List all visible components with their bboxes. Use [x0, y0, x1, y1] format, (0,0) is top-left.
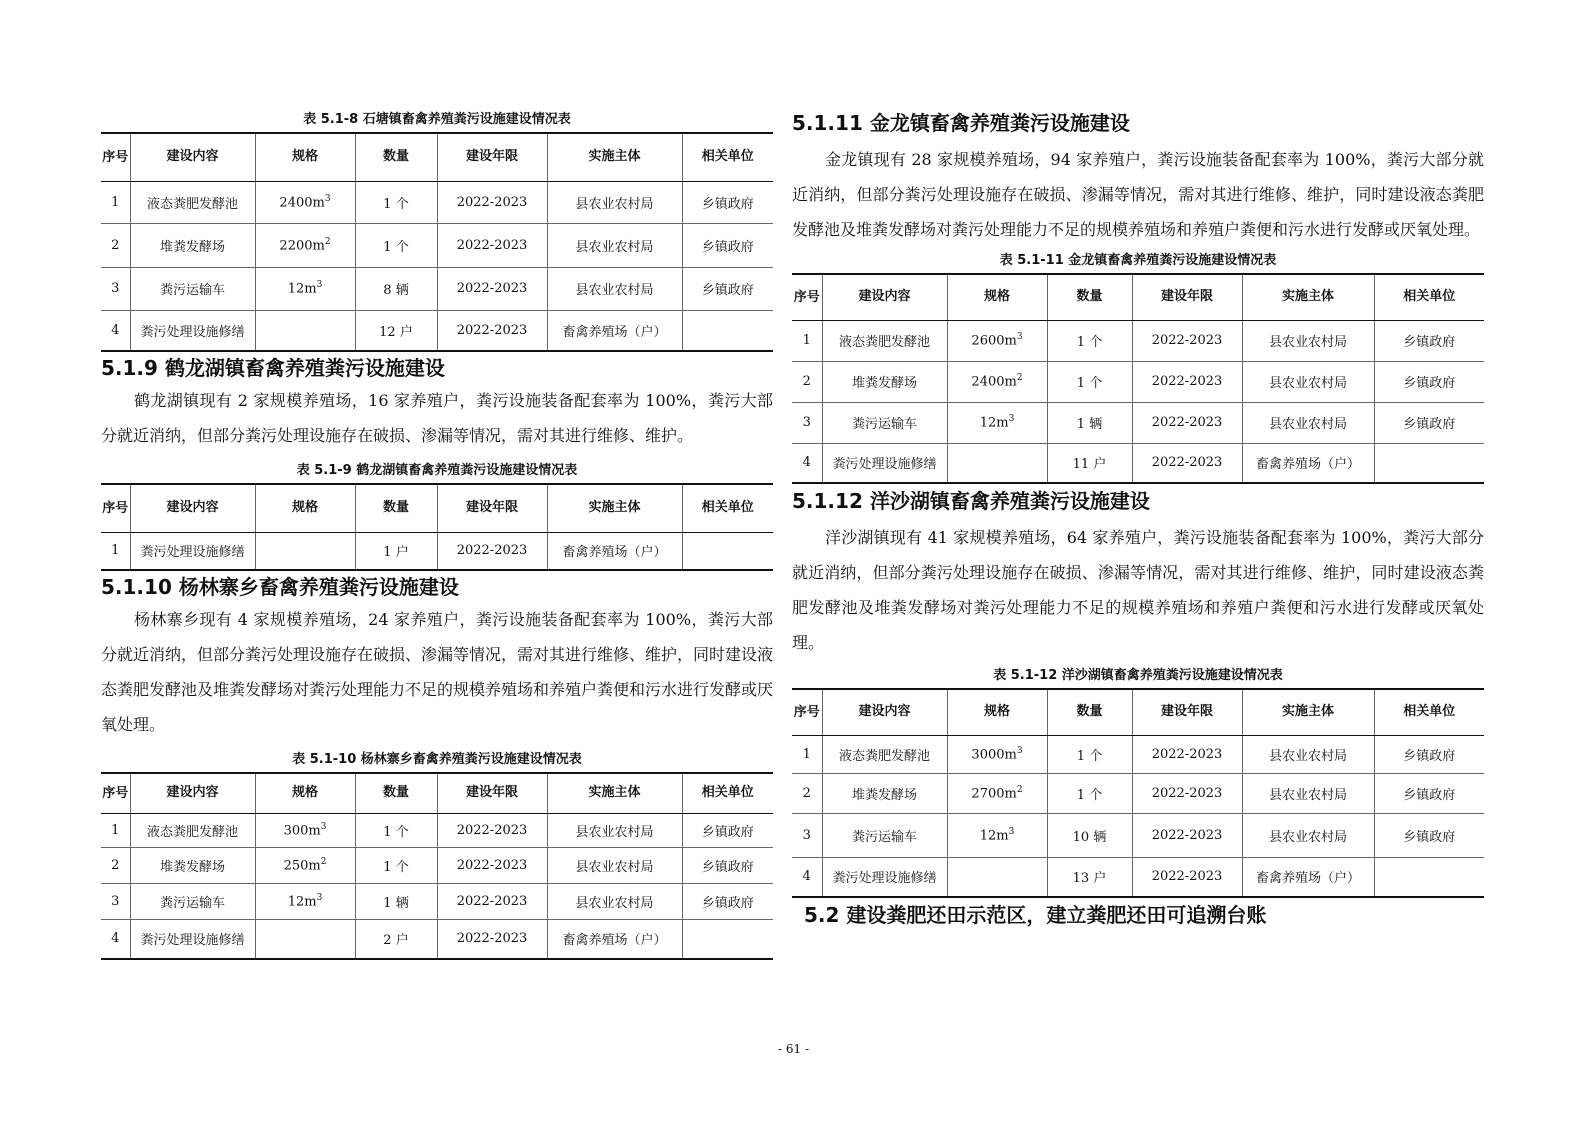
- col-header-no: 序号: [792, 689, 822, 735]
- col-header-unit: 相关单位: [682, 133, 773, 181]
- col-header-unit: 相关单位: [682, 484, 773, 532]
- cell-no: 2: [792, 361, 822, 402]
- col-header-impl: 实施主体: [547, 484, 682, 532]
- cell-no: 1: [101, 181, 130, 223]
- cell-spec: $3000m^3$: [947, 735, 1047, 773]
- section-heading: 5.1.11 金龙镇畜禽养殖粪污设施建设: [792, 111, 1130, 135]
- cell-no: 2: [101, 223, 130, 267]
- cell-spec: [255, 532, 355, 570]
- cell-impl: 县农业农村局: [547, 883, 682, 919]
- cell-impl: 县农业农村局: [1242, 402, 1374, 443]
- col-header-spec: 规格: [255, 133, 355, 181]
- cell-unit: 乡镇政府: [1374, 813, 1484, 857]
- cell-qty: 1 个: [355, 181, 437, 223]
- cell-unit: 乡镇政府: [1374, 402, 1484, 443]
- cell-spec: $2600m^3$: [947, 320, 1047, 361]
- cell-qty: 8 辆: [355, 267, 437, 310]
- section-heading: 5.2 建设粪肥还田示范区，建立粪肥还田可追溯台账: [804, 903, 1267, 927]
- table-header-row: [101, 484, 773, 532]
- cell-spec: [255, 310, 355, 351]
- cell-years: 2022-2023: [1132, 443, 1242, 483]
- col-header-impl: 实施主体: [1242, 274, 1374, 320]
- col-header-unit: 相关单位: [682, 773, 773, 813]
- table-row: [792, 361, 1484, 402]
- cell-no: 4: [101, 919, 130, 959]
- cell-spec: $250m^2$: [255, 847, 355, 883]
- cell-content: 堆粪发酵场: [130, 847, 255, 883]
- data-table: [792, 273, 1484, 484]
- cell-content: 液态粪肥发酵池: [130, 813, 255, 847]
- page-number: - 61 -: [777, 1042, 809, 1056]
- cell-spec: $12m^3$: [255, 267, 355, 310]
- cell-content: 液态粪肥发酵池: [130, 181, 255, 223]
- cell-impl: 县农业农村局: [547, 267, 682, 310]
- cell-impl: 县农业农村局: [547, 223, 682, 267]
- table-caption: 表 5.1-9 鹤龙湖镇畜禽养殖粪污设施建设情况表: [296, 463, 578, 478]
- table-row: [101, 223, 773, 267]
- col-header-qty: 数量: [1047, 689, 1132, 735]
- col-header-spec: 规格: [947, 689, 1047, 735]
- cell-unit: [1374, 857, 1484, 897]
- cell-unit: 乡镇政府: [1374, 735, 1484, 773]
- cell-spec: [947, 857, 1047, 897]
- cell-qty: 1 个: [1047, 320, 1132, 361]
- cell-spec: [255, 919, 355, 959]
- table-row: [101, 883, 773, 919]
- cell-years: 2022-2023: [437, 813, 547, 847]
- cell-years: 2022-2023: [1132, 402, 1242, 443]
- cell-qty: 1 户: [355, 532, 437, 570]
- col-header-spec: 规格: [255, 773, 355, 813]
- col-header-qty: 数量: [1047, 274, 1132, 320]
- col-header-no: 序号: [792, 274, 822, 320]
- cell-unit: 乡镇政府: [682, 267, 773, 310]
- cell-content: 粪污处理设施修缮: [130, 310, 255, 351]
- cell-years: 2022-2023: [437, 267, 547, 310]
- col-header-unit: 相关单位: [1374, 274, 1484, 320]
- cell-content: 粪污运输车: [130, 883, 255, 919]
- cell-years: 2022-2023: [437, 919, 547, 959]
- col-header-impl: 实施主体: [1242, 689, 1374, 735]
- table-row: [101, 310, 773, 351]
- cell-years: 2022-2023: [1132, 361, 1242, 402]
- cell-impl: 县农业农村局: [547, 847, 682, 883]
- cell-impl: 畜禽养殖场（户）: [547, 919, 682, 959]
- cell-no: 1: [101, 532, 130, 570]
- cell-impl: 县农业农村局: [547, 813, 682, 847]
- cell-content: 粪污处理设施修缮: [822, 857, 947, 897]
- cell-impl: 县农业农村局: [1242, 773, 1374, 813]
- cell-qty: 1 辆: [355, 883, 437, 919]
- cell-spec: $12m^3$: [947, 813, 1047, 857]
- col-header-no: 序号: [101, 773, 130, 813]
- cell-years: 2022-2023: [437, 223, 547, 267]
- cell-qty: 1 个: [355, 813, 437, 847]
- cell-unit: 乡镇政府: [1374, 361, 1484, 402]
- data-table: [101, 483, 773, 571]
- section-paragraph: 洋沙湖镇现有 41 家规模养殖场，64 家养殖户，粪污设施装备配套率为 100%，粪污大部分就近消纳，但部分粪污处理设施存在破损、渗漏等情况，需对其进行维修、维护，同时建设液态粪肥发酵池及堆粪发酵场对粪污处理能力不足的规模养殖场和养殖户粪便和污水进行发酵或厌氧处理。: [792, 528, 1484, 652]
- cell-spec: [947, 443, 1047, 483]
- cell-content: 液态粪肥发酵池: [822, 320, 947, 361]
- col-header-years: 建设年限: [1132, 274, 1242, 320]
- cell-impl: 县农业农村局: [1242, 813, 1374, 857]
- cell-no: 3: [792, 813, 822, 857]
- cell-spec: $12m^3$: [255, 883, 355, 919]
- cell-qty: 1 辆: [1047, 402, 1132, 443]
- table-caption: 表 5.1-12 洋沙湖镇畜禽养殖粪污设施建设情况表: [993, 668, 1283, 683]
- cell-years: 2022-2023: [437, 847, 547, 883]
- col-header-no: 序号: [101, 484, 130, 532]
- cell-unit: 乡镇政府: [682, 813, 773, 847]
- table-row: [101, 181, 773, 223]
- col-header-content: 建设内容: [822, 274, 947, 320]
- data-table: [101, 132, 773, 352]
- cell-no: 3: [792, 402, 822, 443]
- table-row: [101, 813, 773, 847]
- col-header-years: 建设年限: [437, 133, 547, 181]
- cell-unit: 乡镇政府: [682, 223, 773, 267]
- cell-no: 4: [792, 857, 822, 897]
- table-header-row: [101, 773, 773, 813]
- col-header-impl: 实施主体: [547, 773, 682, 813]
- cell-years: 2022-2023: [1132, 857, 1242, 897]
- cell-years: 2022-2023: [437, 532, 547, 570]
- cell-no: 2: [101, 847, 130, 883]
- cell-no: 4: [101, 310, 130, 351]
- cell-unit: [1374, 443, 1484, 483]
- cell-unit: [682, 310, 773, 351]
- cell-unit: [682, 532, 773, 570]
- col-header-content: 建设内容: [130, 773, 255, 813]
- col-header-spec: 规格: [947, 274, 1047, 320]
- col-header-content: 建设内容: [130, 133, 255, 181]
- cell-unit: 乡镇政府: [1374, 320, 1484, 361]
- section-heading: 5.1.9 鹤龙湖镇畜禽养殖粪污设施建设: [101, 356, 445, 380]
- col-header-qty: 数量: [355, 773, 437, 813]
- cell-impl: 畜禽养殖场（户）: [1242, 857, 1374, 897]
- col-header-content: 建设内容: [822, 689, 947, 735]
- cell-qty: 1 个: [1047, 773, 1132, 813]
- cell-impl: 畜禽养殖场（户）: [1242, 443, 1374, 483]
- cell-impl: 县农业农村局: [1242, 735, 1374, 773]
- col-header-spec: 规格: [255, 484, 355, 532]
- table-row: [101, 532, 773, 570]
- cell-content: 粪污处理设施修缮: [822, 443, 947, 483]
- cell-qty: 12 户: [355, 310, 437, 351]
- cell-qty: 11 户: [1047, 443, 1132, 483]
- section-paragraph: 鹤龙湖镇现有 2 家规模养殖场，16 家养殖户，粪污设施装备配套率为 100%，粪污大部分就近消纳，但部分粪污处理设施存在破损、渗漏等情况，需对其进行维修、维护。: [101, 391, 773, 445]
- cell-spec: $300m^3$: [255, 813, 355, 847]
- col-header-years: 建设年限: [437, 773, 547, 813]
- cell-qty: 1 个: [355, 223, 437, 267]
- table-row: [101, 919, 773, 959]
- cell-years: 2022-2023: [437, 310, 547, 351]
- table-header-row: [792, 689, 1484, 735]
- col-header-qty: 数量: [355, 484, 437, 532]
- cell-spec: $12m^3$: [947, 402, 1047, 443]
- cell-years: 2022-2023: [1132, 813, 1242, 857]
- col-header-no: 序号: [101, 133, 130, 181]
- cell-impl: 县农业农村局: [547, 181, 682, 223]
- cell-years: 2022-2023: [1132, 773, 1242, 813]
- col-header-content: 建设内容: [130, 484, 255, 532]
- cell-qty: 1 个: [355, 847, 437, 883]
- cell-content: 堆粪发酵场: [822, 361, 947, 402]
- section-heading: 5.1.12 洋沙湖镇畜禽养殖粪污设施建设: [792, 489, 1150, 513]
- left-column: [101, 108, 773, 960]
- col-header-unit: 相关单位: [1374, 689, 1484, 735]
- cell-qty: 2 户: [355, 919, 437, 959]
- table-row: [101, 267, 773, 310]
- cell-impl: 畜禽养殖场（户）: [547, 532, 682, 570]
- cell-no: 2: [792, 773, 822, 813]
- cell-impl: 畜禽养殖场（户）: [547, 310, 682, 351]
- cell-years: 2022-2023: [1132, 320, 1242, 361]
- col-header-qty: 数量: [355, 133, 437, 181]
- cell-no: 3: [101, 267, 130, 310]
- table-row: [101, 847, 773, 883]
- cell-unit: 乡镇政府: [682, 847, 773, 883]
- cell-content: 粪污运输车: [822, 813, 947, 857]
- cell-content: 粪污运输车: [130, 267, 255, 310]
- table-header-row: [101, 133, 773, 181]
- cell-content: 堆粪发酵场: [130, 223, 255, 267]
- table-row: [792, 320, 1484, 361]
- cell-years: 2022-2023: [437, 883, 547, 919]
- cell-impl: 县农业农村局: [1242, 320, 1374, 361]
- cell-years: 2022-2023: [437, 181, 547, 223]
- table-row: [792, 735, 1484, 773]
- cell-no: 1: [792, 320, 822, 361]
- cell-no: 4: [792, 443, 822, 483]
- cell-qty: 1 个: [1047, 361, 1132, 402]
- col-header-impl: 实施主体: [547, 133, 682, 181]
- cell-spec: $2400m^3$: [255, 181, 355, 223]
- section-paragraph: 杨林寨乡现有 4 家规模养殖场，24 家养殖户，粪污设施装备配套率为 100%，粪污大部分就近消纳，但部分粪污处理设施存在破损、渗漏等情况，需对其进行维修、维护，同时建设液态粪肥发酵池及堆粪发酵场对粪污处理能力不足的规模养殖场和养殖户粪便和污水进行发酵或厌氧处理。: [101, 610, 774, 734]
- right-column: [792, 108, 1484, 930]
- cell-no: 1: [792, 735, 822, 773]
- cell-content: 粪污处理设施修缮: [130, 919, 255, 959]
- cell-spec: $2400m^2$: [947, 361, 1047, 402]
- col-header-years: 建设年限: [437, 484, 547, 532]
- data-table: [101, 772, 773, 960]
- cell-unit: 乡镇政府: [682, 883, 773, 919]
- cell-content: 粪污处理设施修缮: [130, 532, 255, 570]
- cell-spec: $2200m^2$: [255, 223, 355, 267]
- cell-impl: 县农业农村局: [1242, 361, 1374, 402]
- cell-unit: 乡镇政府: [682, 181, 773, 223]
- data-table: [792, 688, 1484, 898]
- col-header-years: 建设年限: [1132, 689, 1242, 735]
- cell-qty: 1 个: [1047, 735, 1132, 773]
- cell-content: 液态粪肥发酵池: [822, 735, 947, 773]
- cell-content: 粪污运输车: [822, 402, 947, 443]
- cell-qty: 10 辆: [1047, 813, 1132, 857]
- table-row: [792, 857, 1484, 897]
- table-row: [792, 443, 1484, 483]
- cell-no: 1: [101, 813, 130, 847]
- table-header-row: [792, 274, 1484, 320]
- table-row: [792, 402, 1484, 443]
- table-caption: 表 5.1-10 杨林寨乡畜禽养殖粪污设施建设情况表: [292, 752, 582, 767]
- section-paragraph: 金龙镇现有 28 家规模养殖场，94 家养殖户，粪污设施装备配套率为 100%，粪污大部分就近消纳，但部分粪污处理设施存在破损、渗漏等情况，需对其进行维修、维护，同时建设液态粪肥发酵池及堆粪发酵场对粪污处理能力不足的规模养殖场和养殖户粪便和污水进行发酵或厌氧处理。: [792, 150, 1484, 239]
- table-caption: 表 5.1-11 金龙镇畜禽养殖粪污设施建设情况表: [999, 253, 1277, 268]
- table-caption: 表 5.1-8 石塘镇畜禽养殖粪污设施建设情况表: [303, 112, 571, 127]
- cell-spec: $2700m^2$: [947, 773, 1047, 813]
- table-row: [792, 813, 1484, 857]
- cell-no: 3: [101, 883, 130, 919]
- section-heading: 5.1.10 杨林寨乡畜禽养殖粪污设施建设: [101, 575, 459, 599]
- cell-years: 2022-2023: [1132, 735, 1242, 773]
- table-row: [792, 773, 1484, 813]
- cell-content: 堆粪发酵场: [822, 773, 947, 813]
- cell-unit: [682, 919, 773, 959]
- cell-unit: 乡镇政府: [1374, 773, 1484, 813]
- cell-qty: 13 户: [1047, 857, 1132, 897]
